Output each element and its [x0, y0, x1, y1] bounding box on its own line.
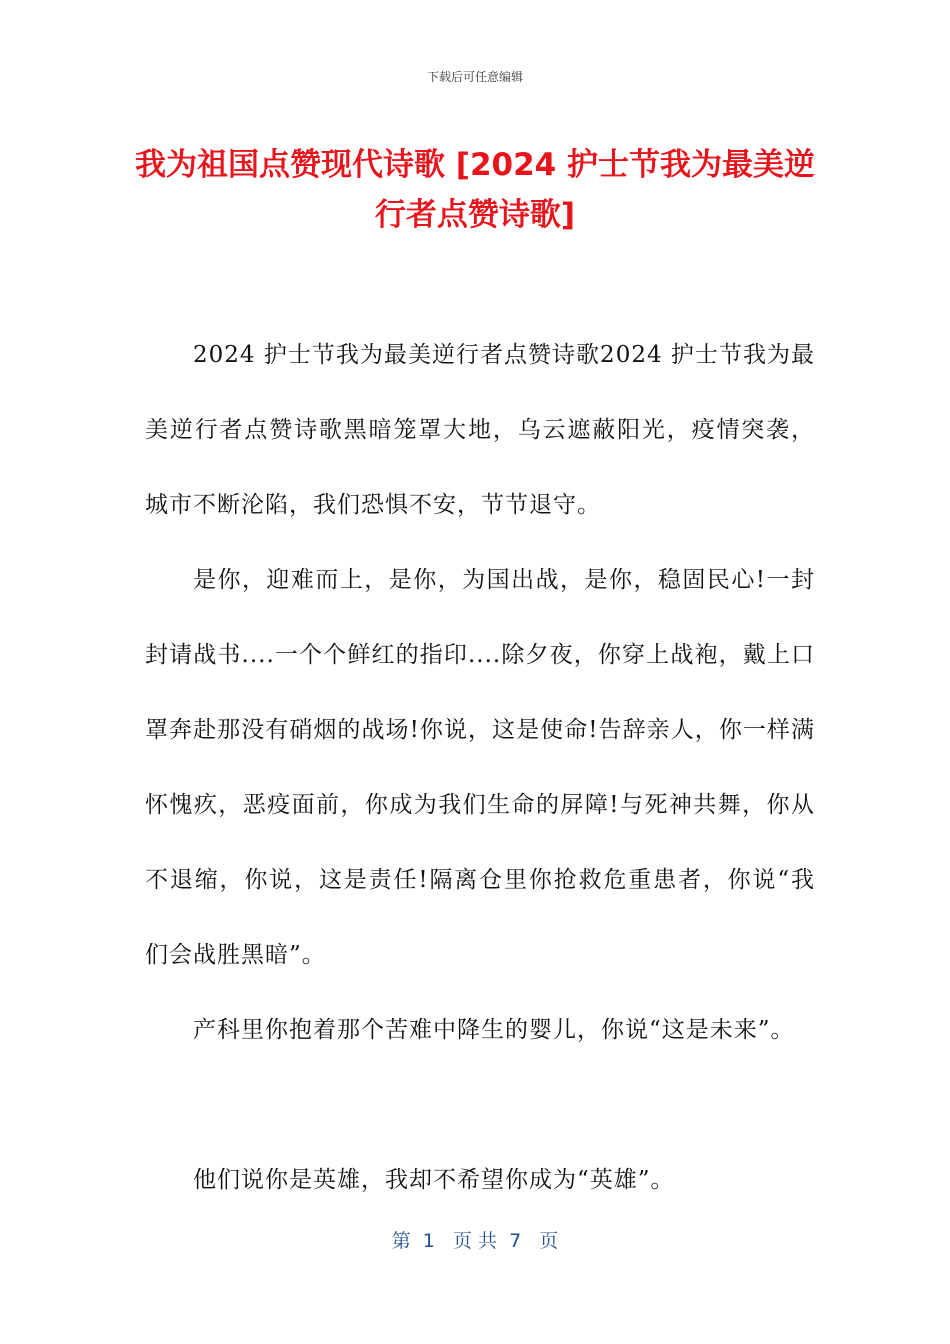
document-title: 我为祖国点赞现代诗歌 [2024 护士节我为最美逆行者点赞诗歌] — [134, 147, 816, 233]
document-body — [145, 318, 815, 1218]
header-note: 下载后可任意编辑 — [426, 70, 523, 84]
paragraph-4: 他们说你是英雄，我却不希望你成为“英雄”。 — [193, 1167, 675, 1193]
page-footer: 第 1 页 共 7 页 — [391, 1230, 559, 1252]
paragraph-2: 是你，迎难而上，是你，为国出战，是你，稳固民心!一封封请战书....一个个鲜红的指印....除夕夜，你穿上战袍，戴上口罩奔赴那没有硝烟的战场!你说，这是使命!告辞亲人，你一样满怀愧疚，恶疫面前，你成为我们生命的屏障!与死神共舞，你从不退缩，你说，这是责任!隔离仓里你抢救危重患者，你说“我们会战胜黑暗”。 — [145, 567, 815, 968]
paragraph-3: 产科里你抱着那个苦难中降生的婴儿，你说“这是未来”。 — [193, 1017, 795, 1043]
paragraph-1: 2024 护士节我为最美逆行者点赞诗歌2024 护士节我为最美逆行者点赞诗歌黑暗笼罩大地，乌云遮蔽阳光，疫情突袭，城市不断沦陷，我们恐惧不安，节节退守。 — [145, 342, 815, 518]
